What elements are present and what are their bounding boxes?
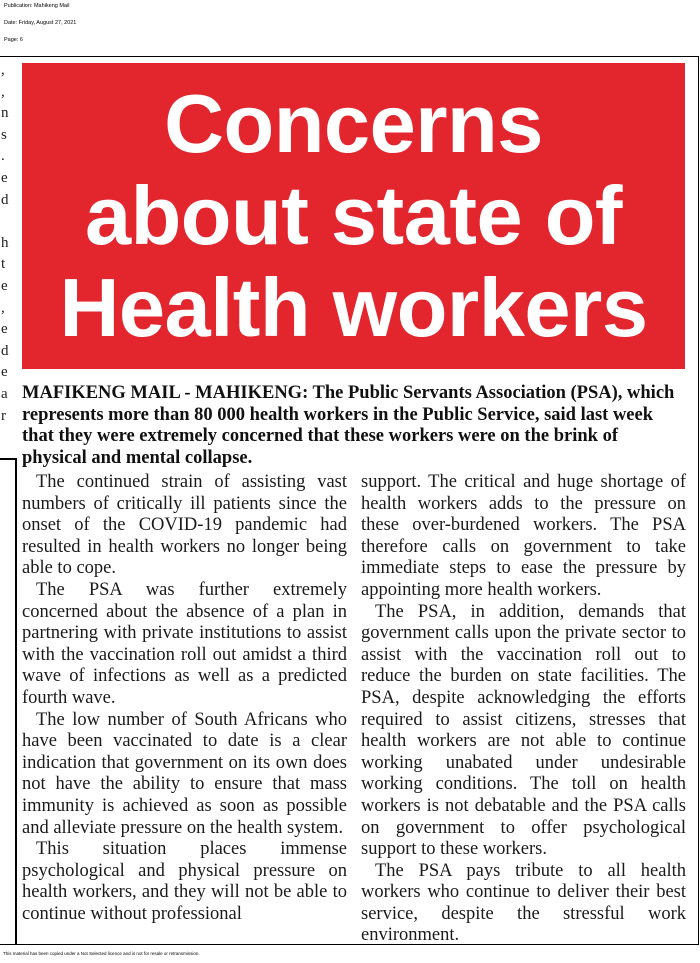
paragraph: The PSA was further extremely concerned about the absence of a plan in partnering with private institutions to assist with the vaccination roll out amidst a third wave of infections as well as a predicted fourth wave. [22,579,347,708]
edge-fragment: , [1,62,5,78]
page-label: Page: 6 [4,37,23,43]
headline-line-3: Health workers [59,261,648,354]
headline-line-2: about state of [84,169,623,262]
date-label: Date: Friday, August 27, 2021 [4,20,77,26]
edge-fragment: e [1,169,8,186]
paragraph: This situation places immense psychological and physical pressure on health workers, and they will not be able to continue without professional [22,839,347,924]
edge-fragment: , [1,299,5,316]
edge-fragment: s [1,126,7,143]
article-column-right [361,472,686,947]
lead-paragraph: MAFIKENG MAIL - MAHIKENG: The Public Servants Association (PSA), which represents more than 80 000 health workers in the Public Service, said last week that they were extremely concerned that these workers were on the brink of physical and mental collapse. [22,383,675,468]
edge-fragment: a [1,385,8,402]
paragraph: The PSA, in addition, demands that government calls upon the private sector to assist with the vaccination roll out to reduce the burden on state facilities. The PSA, despite acknowledging the efforts required to assist citizens, stresses that health workers are not able to continue working unabated under undesirable working conditions. The toll on health workers is not debatable and the PSA calls on government to offer psychological support to these workers. [361,601,686,860]
edge-fragment: n [1,105,9,122]
edge-fragment [1,211,11,233]
edge-fragment: , [1,83,5,100]
edge-fragment: d [1,342,9,359]
article-column-left [22,472,347,925]
licence-footer: This material has been copied under a Not Selected licence and is not for resale or retransmission. [3,951,200,956]
edge-fragment: r [1,407,6,424]
paragraph: The continued strain of assisting vast numbers of critically ill patients since the onset of the COVID-19 pandemic had resulted in health workers no longer being able to cope. [22,472,347,579]
headline-line-1: Concerns [164,77,543,170]
paragraph: support. The critical and huge shortage of health workers adds to the pressure on these over-burdened workers. The PSA therefore calls on government to take immediate steps to ease the pressure by appointing more health workers. [361,472,686,600]
edge-fragment: h [1,234,9,251]
paragraph: The PSA pays tribute to all health workers who continue to deliver their best service, despite the stressful work environment. [361,860,686,946]
edge-fragment: e [1,321,8,338]
edge-fragment: t [1,256,6,273]
publication-label: Publication: Mahikeng Mail [4,3,70,9]
adjacent-column-rule [0,458,17,945]
adjacent-column-fragments [0,60,11,427]
edge-fragment: . [1,148,5,165]
edge-fragment: e [1,277,8,294]
edge-fragment: e [1,364,8,381]
headline-banner [22,63,685,369]
edge-fragment: d [1,191,9,208]
paragraph: The low number of South Africans who have been vaccinated to date is a clear indication that government on its own does not have the ability to ensure that mass immunity is achieved as soon as possible and alleviate pressure on the health system. [22,709,347,838]
